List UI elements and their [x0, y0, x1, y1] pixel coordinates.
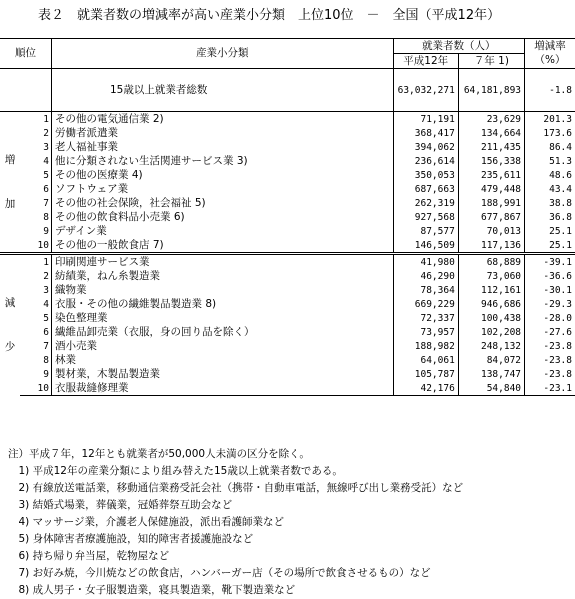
table-body — [0, 69, 575, 112]
rank-number: 7 — [43, 197, 49, 209]
total-row — [0, 83, 575, 97]
section-label-bottom: 加 — [4, 198, 16, 210]
workers-h7: 70,013 — [458, 224, 524, 238]
workers-h7: 188,991 — [458, 196, 524, 210]
change-rate: -39.1 — [525, 254, 575, 270]
section-label — [0, 254, 20, 396]
change-rate: 86.4 — [525, 140, 575, 154]
workers-h7: 156,338 — [458, 154, 524, 168]
workers-h12: 71,191 — [393, 112, 458, 127]
change-rate: 43.4 — [525, 182, 575, 196]
rank-number: 4 — [43, 298, 49, 310]
workers-h7: 248,132 — [458, 339, 524, 353]
table-row — [0, 112, 575, 127]
industry-name: 織物業 — [52, 283, 394, 297]
workers-h7: 479,448 — [458, 182, 524, 196]
change-rate: 36.8 — [525, 210, 575, 224]
rank-number: 3 — [43, 284, 49, 296]
workers-h7: 112,161 — [458, 283, 524, 297]
change-rate: 201.3 — [525, 112, 575, 127]
industry-name: 製材業，木製品製造業 — [52, 367, 394, 381]
workers-h12: 41,980 — [393, 254, 458, 270]
table-row — [0, 154, 575, 168]
rank-number: 5 — [43, 169, 49, 181]
workers-h12: 73,957 — [393, 325, 458, 339]
rank-number: 9 — [43, 368, 49, 380]
table-row — [0, 238, 575, 254]
workers-h12: 262,319 — [393, 196, 458, 210]
industry-name: 印刷関連サービス業 — [52, 254, 394, 270]
note-line: 7) お好み焼，今川焼などの飲食店，ハンバーガー店（その場所で飲食させるもの）など — [8, 567, 431, 579]
industry-name: その他の一般飲食店 7) — [52, 238, 394, 254]
change-rate: 51.3 — [525, 154, 575, 168]
industry-name: その他の医療業 4) — [52, 168, 394, 182]
workers-h7: 73,060 — [458, 269, 524, 283]
workers-h12: 42,176 — [393, 381, 458, 396]
table-row — [0, 353, 575, 367]
workers-h12: 350,053 — [393, 168, 458, 182]
rank-number: 4 — [43, 155, 49, 167]
section-label — [0, 112, 20, 254]
header-h7: ７年 1) — [458, 54, 524, 69]
rank-number: 8 — [43, 211, 49, 223]
workers-h12: 927,568 — [393, 210, 458, 224]
change-rate: -28.0 — [525, 311, 575, 325]
section-label-top: 減 — [4, 297, 16, 310]
note-line: 注）平成７年，12年とも就業者が50,000人未満の区分を除く。 — [8, 448, 310, 460]
section-label-top: 増 — [4, 154, 16, 166]
header-h12: 平成12年 — [393, 54, 458, 69]
table-row — [0, 126, 575, 140]
change-rate: 25.1 — [525, 224, 575, 238]
total-h7: 64,181,893 — [458, 83, 524, 97]
workers-h12: 368,417 — [393, 126, 458, 140]
industry-name: ソフトウェア業 — [52, 182, 394, 196]
header-rate: 増減率 — [525, 39, 575, 54]
table-row — [0, 140, 575, 154]
workers-h7: 54,840 — [458, 381, 524, 396]
workers-h7: 235,611 — [458, 168, 524, 182]
workers-h7: 211,435 — [458, 140, 524, 154]
decrease-section — [0, 254, 575, 396]
table-row — [0, 367, 575, 381]
blank-row — [0, 69, 575, 84]
table-row — [0, 182, 575, 196]
change-rate: -36.6 — [525, 269, 575, 283]
change-rate: -23.8 — [525, 367, 575, 381]
industry-name: 酒小売業 — [52, 339, 394, 353]
header-workers: 就業者数（人） — [393, 39, 524, 54]
table-row — [0, 381, 575, 396]
workers-h12: 46,290 — [393, 269, 458, 283]
rank-number: 9 — [43, 225, 49, 237]
industry-name: デザイン業 — [52, 224, 394, 238]
table-row — [0, 325, 575, 339]
rank-number: 7 — [43, 340, 49, 352]
note-line: 5) 身体障害者療護施設，知的障害者援護施設など — [8, 533, 254, 545]
rank-number: 6 — [43, 326, 49, 338]
industry-name: 衣服裁縫修理業 — [52, 381, 394, 396]
change-rate: -30.1 — [525, 283, 575, 297]
total-rate: -1.8 — [525, 83, 575, 97]
table-row — [0, 168, 575, 182]
table-row — [0, 297, 575, 311]
industry-name: 染色整理業 — [52, 311, 394, 325]
industry-name: 他に分類されない生活関連サービス業 3) — [52, 154, 394, 168]
workers-h12: 687,663 — [393, 182, 458, 196]
rank-number: 2 — [43, 127, 49, 139]
header-rank: 順位 — [0, 39, 52, 69]
table-row — [0, 283, 575, 297]
total-label: 15歳以上就業者総数 — [52, 83, 394, 97]
industry-name: 衣服・その他の繊維製品製造業 8) — [52, 297, 394, 311]
change-rate: -29.3 — [525, 297, 575, 311]
note-line: 6) 持ち帰り弁当屋，乾物屋など — [8, 550, 170, 562]
table-row — [0, 269, 575, 283]
rank-number: 10 — [20, 381, 52, 396]
workers-h12: 236,614 — [393, 154, 458, 168]
table-title: 表２ 就業者数の増減率が高い産業小分類 上位10位 － 全国（平成12年） — [38, 8, 501, 23]
industry-name: 紡績業，ねん糸製造業 — [52, 269, 394, 283]
workers-h7: 117,136 — [458, 238, 524, 254]
notes — [8, 446, 573, 599]
blank-row — [0, 97, 575, 112]
workers-h12: 394,062 — [393, 140, 458, 154]
change-rate: -23.1 — [525, 381, 575, 396]
change-rate: -27.6 — [525, 325, 575, 339]
rank-number: 5 — [43, 312, 49, 324]
rank-number: 1 — [20, 112, 52, 127]
change-rate: -23.8 — [525, 353, 575, 367]
workers-h7: 102,208 — [458, 325, 524, 339]
change-rate: 25.1 — [525, 238, 575, 254]
header-category: 産業小分類 — [52, 39, 394, 69]
rank-number: 2 — [43, 270, 49, 282]
note-line: 4) マッサージ業，介護老人保健施設，派出看護師業など — [8, 516, 284, 528]
industry-name: 林業 — [52, 353, 394, 367]
industry-name: その他の社会保険，社会福祉 5) — [52, 196, 394, 210]
workers-h7: 68,889 — [458, 254, 524, 270]
change-rate: 38.8 — [525, 196, 575, 210]
note-line: 1) 平成12年の産業分類により組み替えた15歳以上就業者数である。 — [8, 465, 343, 477]
workers-h7: 677,867 — [458, 210, 524, 224]
total-h12: 63,032,271 — [393, 83, 458, 97]
note-line: 8) 成人男子・女子服製造業，寝具製造業，靴下製造業など — [8, 584, 296, 596]
industry-name: 繊維品卸売業（衣服，身の回り品を除く） — [52, 325, 394, 339]
workers-h12: 64,061 — [393, 353, 458, 367]
table-row — [0, 210, 575, 224]
note-line: 3) 結婚式場業，葬儀業，冠婚葬祭互助会など — [8, 499, 233, 511]
rank-number: 8 — [43, 354, 49, 366]
workers-h12: 146,509 — [393, 238, 458, 254]
industry-table — [0, 38, 575, 396]
rank-number: 6 — [43, 183, 49, 195]
table-row — [0, 254, 575, 270]
rank-number: 1 — [20, 254, 52, 270]
workers-h12: 188,982 — [393, 339, 458, 353]
workers-h12: 78,364 — [393, 283, 458, 297]
rank-number: 10 — [37, 239, 49, 251]
increase-section — [0, 112, 575, 254]
workers-h7: 134,664 — [458, 126, 524, 140]
change-rate: 48.6 — [525, 168, 575, 182]
table-row — [0, 339, 575, 353]
industry-name: 労働者派遣業 — [52, 126, 394, 140]
workers-h7: 100,438 — [458, 311, 524, 325]
workers-h7: 138,747 — [458, 367, 524, 381]
change-rate: 173.6 — [525, 126, 575, 140]
workers-h7: 84,072 — [458, 353, 524, 367]
table-row — [0, 311, 575, 325]
change-rate: -23.8 — [525, 339, 575, 353]
table-row — [0, 196, 575, 210]
workers-h7: 23,629 — [458, 112, 524, 127]
industry-name: 老人福祉事業 — [52, 140, 394, 154]
industry-name: その他の飲食料品小売業 6) — [52, 210, 394, 224]
workers-h7: 946,686 — [458, 297, 524, 311]
workers-h12: 72,337 — [393, 311, 458, 325]
rank-number: 3 — [43, 141, 49, 153]
table-row — [0, 224, 575, 238]
note-line: 2) 有線放送電話業，移動通信業務受託会社（携帯・自動車電話，無線呼び出し業務受託）など — [8, 482, 464, 494]
industry-name: その他の電気通信業 2) — [52, 112, 394, 127]
workers-h12: 669,229 — [393, 297, 458, 311]
workers-h12: 105,787 — [393, 367, 458, 381]
header-rate-unit: （%） — [525, 54, 575, 69]
section-label-bottom: 少 — [4, 341, 16, 354]
workers-h12: 87,577 — [393, 224, 458, 238]
